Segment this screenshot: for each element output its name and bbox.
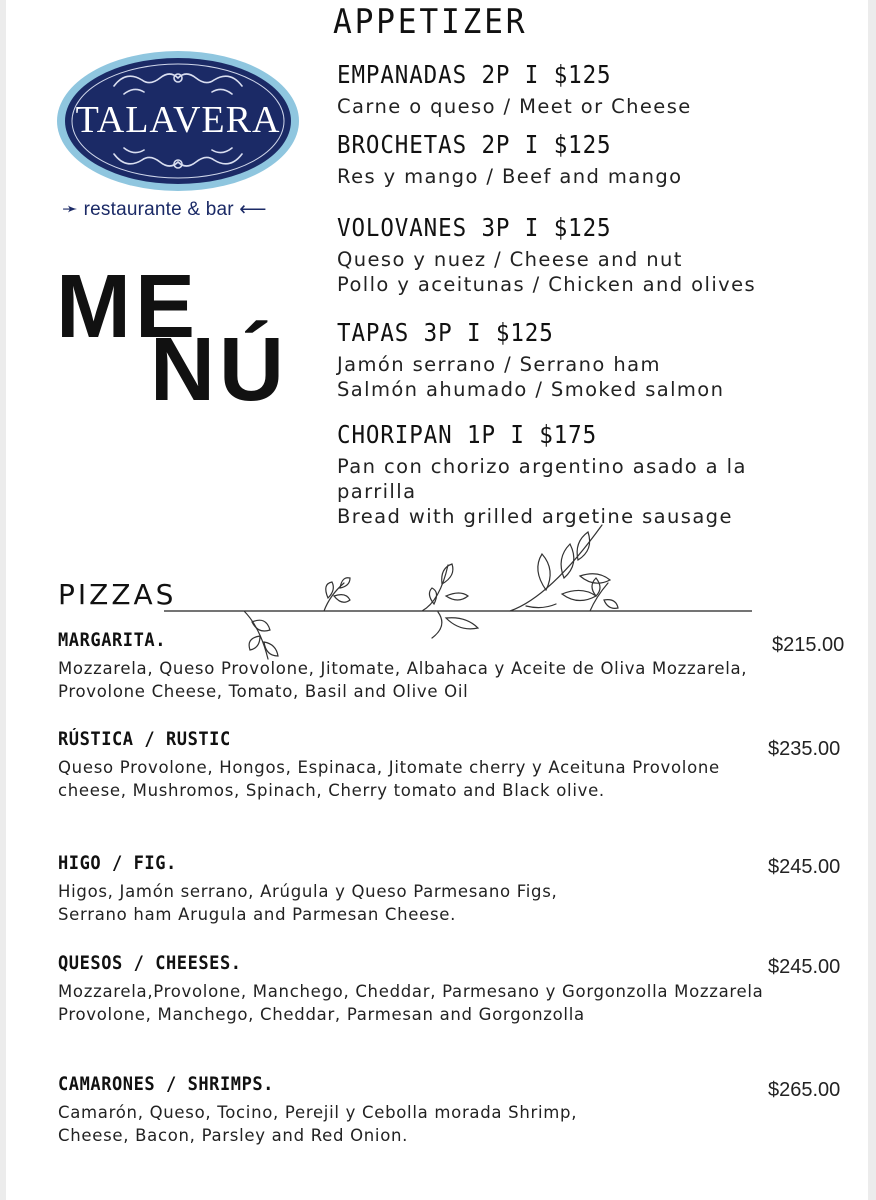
appetizer-desc: Carne o queso / Meet or Cheese — [337, 95, 692, 118]
pizza-name: HIGO / FIG. — [58, 853, 177, 874]
pizza-item — [58, 630, 858, 703]
pizza-item — [58, 853, 858, 926]
pizza-item — [58, 1074, 858, 1147]
pizza-item — [58, 953, 858, 1026]
pizza-name: QUESOS / CHEESES. — [58, 953, 242, 974]
appetizer-desc: Jamón serrano / Serrano ham Salmón ahumado / Smoked salmon — [337, 353, 725, 401]
pizza-item — [58, 729, 858, 802]
pizza-desc: Mozzarela, Queso Provolone, Jitomate, Albahaca y Aceite de Oliva Mozzarela, Provolone Cheese, Tomato, Basil and Olive Oil — [58, 659, 748, 701]
pizza-price: $245.00 — [768, 856, 841, 878]
pizza-desc: Higos, Jamón serrano, Arúgula y Queso Parmesano Figs, Serrano ham Arugula and Parmesan Cheese. — [58, 882, 558, 924]
appetizer-name: BROCHETAS 2P I $125 — [337, 130, 612, 159]
menu-page — [6, 0, 868, 1200]
pizza-price: $265.00 — [768, 1079, 841, 1101]
appetizer-title: APPETIZER — [333, 2, 528, 42]
pizza-desc: Queso Provolone, Hongos, Espinaca, Jitomate cherry y Aceituna Provolone cheese, Mushromos, Spinach, Cherry tomato and Black olive. — [58, 758, 720, 800]
appetizer-desc: Queso y nuez / Cheese and nut Pollo y aceitunas / Chicken and olives — [337, 248, 757, 296]
appetizer-desc: Res y mango / Beef and mango — [337, 165, 683, 188]
tagline-text: restaurante & bar — [83, 199, 234, 220]
appetizer-name: EMPANADAS 2P I $125 — [337, 60, 612, 89]
brand-name: TALAVERA — [75, 99, 281, 141]
pizza-price: $245.00 — [768, 956, 841, 978]
pizza-name: RÚSTICA / RUSTIC — [58, 729, 231, 750]
pizza-desc: Mozzarela,Provolone, Manchego, Cheddar, Parmesano y Gorgonzolla Mozzarela Provolone, Manchego, Cheddar, Parmesan and Gorgonzolla — [58, 982, 764, 1024]
pizza-name: CAMARONES / SHRIMPS. — [58, 1074, 274, 1095]
arrow-left-icon: ⟵ — [233, 199, 267, 220]
pizza-name: MARGARITA. — [58, 630, 166, 651]
leaf-branch-divider — [6, 0, 868, 680]
pizza-price: $215.00 — [772, 634, 845, 656]
appetizer-name: VOLOVANES 3P I $125 — [337, 213, 612, 242]
appetizer-name: TAPAS 3P I $125 — [337, 318, 554, 347]
arrow-right-icon: ➛ — [62, 199, 84, 220]
pizza-price: $235.00 — [768, 738, 841, 760]
appetizer-name: CHORIPAN 1P I $175 — [337, 420, 598, 449]
pizza-desc: Camarón, Queso, Tocino, Perejil y Cebolla morada Shrimp, Cheese, Bacon, Parsley and Red Onion. — [58, 1103, 578, 1145]
appetizer-desc: Pan con chorizo argentino asado a la parrilla Bread with grilled argetine sausage — [337, 455, 747, 528]
menu-heading-top: ME — [56, 257, 199, 357]
menu-heading-bottom: NÚ — [150, 320, 288, 420]
pizzas-title: PIZZAS — [58, 578, 177, 611]
